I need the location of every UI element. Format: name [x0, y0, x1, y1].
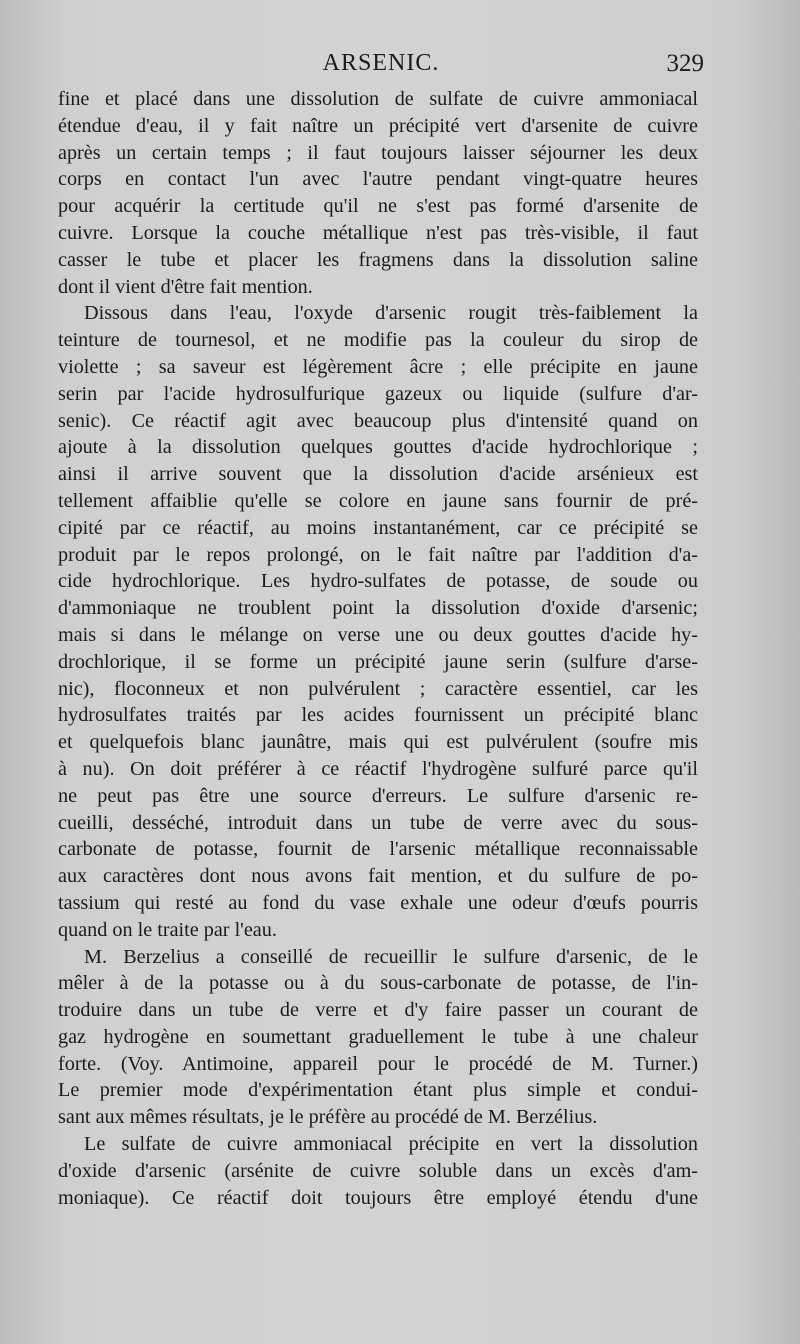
text-line: Dissous dans l'eau, l'oxyde d'arsenic rougit très-faiblement la [84, 302, 698, 325]
text-line: étendue d'eau, il y fait naître un précipité vert d'arsenite de cuivre [58, 114, 698, 137]
text-line: aux caractères dont nous avons fait mention, et du sulfure de po- [58, 865, 698, 888]
text-line: M. Berzelius a conseillé de recueillir le sulfure d'arsenic, de le [84, 945, 698, 968]
text-line: après un certain temps ; il faut toujours laisser séjourner les deux [58, 141, 698, 164]
text-line: et quelquefois blanc jaunâtre, mais qui est pulvérulent (soufre mis [58, 731, 698, 754]
text-line: fine et placé dans une dissolution de sulfate de cuivre ammoniacal [58, 88, 698, 110]
page-number: 329 [666, 50, 704, 77]
text-line: drochlorique, il se forme un précipité jaune serin (sulfure d'arse- [58, 650, 698, 673]
running-title: ARSENIC. [322, 50, 440, 76]
text-line: mais si dans le mélange on verse une ou deux gouttes d'acide hy- [58, 623, 698, 646]
text-line: ajoute à la dissolution quelques gouttes d'acide hydrochlorique ; [58, 436, 698, 459]
body-text [58, 86, 698, 1211]
page-header [58, 50, 704, 84]
text-line: teinture de tournesol, et ne modifie pas la couleur du sirop de [58, 329, 698, 352]
text-line: serin par l'acide hydrosulfurique gazeux ou liquide (sulfure d'ar- [58, 382, 698, 405]
text-line: corps en contact l'un avec l'autre pendant vingt-quatre heures [58, 168, 698, 191]
paragraph [58, 1131, 698, 1211]
text-line: sant aux mêmes résultats, je le préfère au procédé de M. Berzélius. [58, 1106, 598, 1129]
text-line: gaz hydrogène en soumettant graduellement le tube à une chaleur [58, 1025, 698, 1048]
text-line: d'ammoniaque ne troublent point la dissolution d'oxide d'arsenic; [58, 597, 698, 620]
text-line: à nu). On doit préférer à ce réactif l'hydrogène sulfuré parce qu'il [58, 757, 698, 780]
text-line: violette ; sa saveur est légèrement âcre ; elle précipite en jaune [58, 355, 698, 378]
text-line: ainsi il arrive souvent que la dissolution d'acide arsénieux est [58, 463, 698, 486]
text-line: hydrosulfates traités par les acides fournissent un précipité blanc [58, 704, 698, 727]
text-line: moniaque). Ce réactif doit toujours être employé étendu d'une [58, 1186, 698, 1209]
text-line: mêler à de la potasse ou à du sous-carbonate de potasse, de l'in- [58, 972, 698, 995]
paragraph [58, 944, 698, 1132]
text-line: pour acquérir la certitude qu'il ne s'est pas formé d'arsenite de [58, 195, 698, 218]
text-line: cide hydrochlorique. Les hydro-sulfates de potasse, de soude ou [58, 570, 698, 593]
text-line: cueilli, desséché, introduit dans un tube de verre avec du sous- [58, 811, 698, 834]
text-line: quand on le traite par l'eau. [58, 918, 277, 941]
text-line: carbonate de potasse, fournit de l'arsenic métallique reconnaissable [58, 838, 698, 861]
text-line: d'oxide d'arsenic (arsénite de cuivre soluble dans un excès d'am- [58, 1159, 698, 1182]
text-line: cipité par ce réactif, au moins instantanément, car ce précipité se [58, 516, 698, 539]
text-line: produit par le repos prolongé, on le fait naître par l'addition d'a- [58, 543, 698, 566]
text-line: tassium qui resté au fond du vase exhale une odeur d'œufs pourris [58, 891, 698, 914]
text-line: tellement affaiblie qu'elle se colore en jaune sans fournir de pré- [58, 489, 698, 512]
text-line: cuivre. Lorsque la couche métallique n'est pas très-visible, il faut [58, 221, 698, 244]
paragraph [58, 300, 698, 943]
text-line: ne peut pas être une source d'erreurs. Le sulfure d'arsenic re- [58, 784, 698, 807]
paragraph [58, 86, 698, 300]
text-line: Le premier mode d'expérimentation étant plus simple et condui- [58, 1079, 698, 1102]
text-line: senic). Ce réactif agit avec beaucoup plus d'intensité quand on [58, 409, 698, 432]
text-line: dont il vient d'être fait mention. [58, 275, 313, 298]
text-line: troduire dans un tube de verre et d'y faire passer un courant de [58, 999, 698, 1022]
text-line: forte. (Voy. Antimoine, appareil pour le procédé de M. Turner.) [58, 1052, 698, 1075]
text-line: casser le tube et placer les fragmens dans la dissolution saline [58, 248, 698, 271]
text-line: Le sulfate de cuivre ammoniacal précipite en vert la dissolution [84, 1133, 698, 1156]
text-line: nic), floconneux et non pulvérulent ; caractère essentiel, car les [58, 677, 698, 700]
